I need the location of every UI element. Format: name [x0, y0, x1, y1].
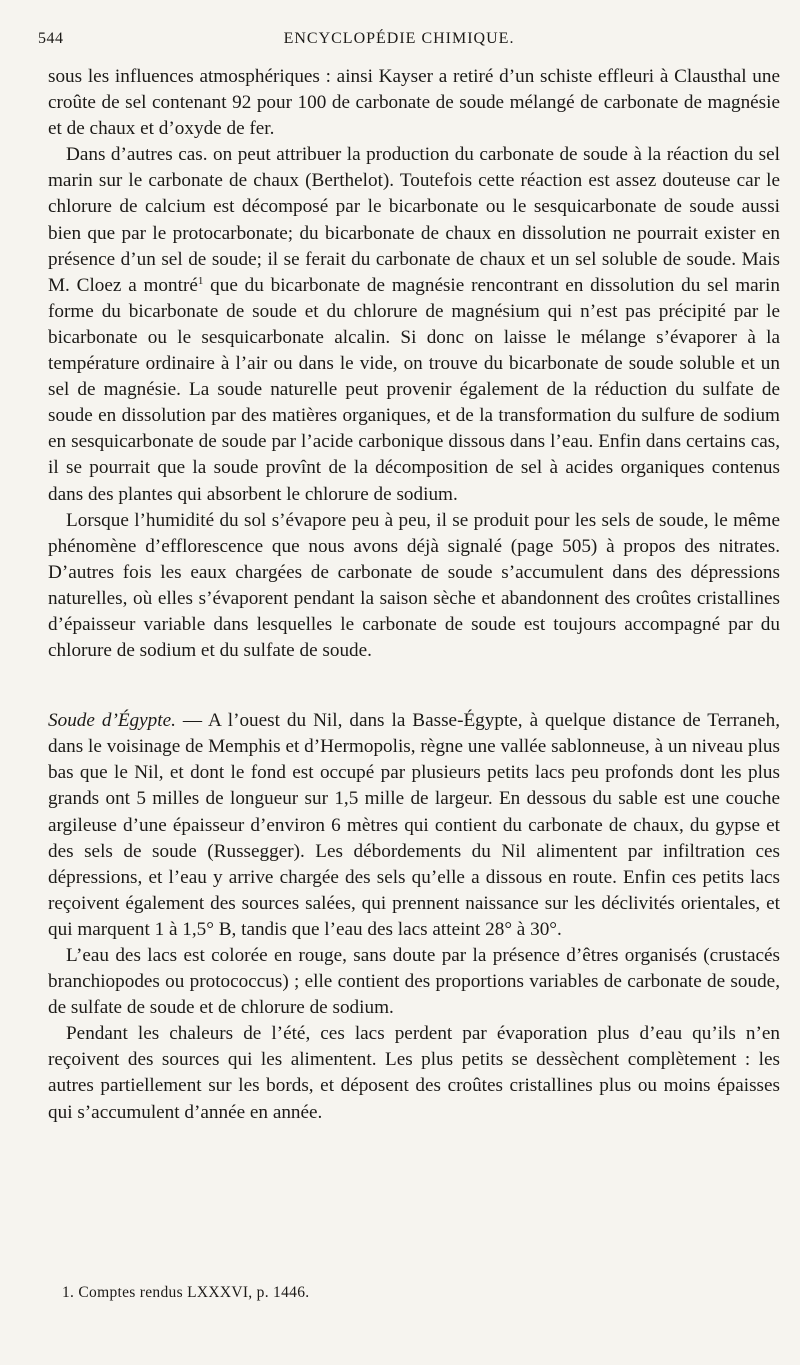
paragraph-2-part-a: Dans d’autres cas. on peut attribuer la production du carbonate de soude à la réaction du sel marin sur le carbonate de chaux (Berthelot). Toutefois cette réaction est assez douteuse car le chlorure de calcium est décomposé par le bicarbonate ou le sesquicarbonate de soude aussi bien que par le protocarbonate; du bicarbonate de chaux en dissolution ne pourrait exister en présence d’un sel de soude; il se ferait du carbonate de chaux et un sel soluble de soude. Mais M. Cloez a montré — [48, 144, 780, 296]
paragraph-3: Lorsque l’humidité du sol s’évapore peu à peu, il se produit pour les sels de soude, le même phénomène d’efflorescence que nous avons déjà signalé (page 505) à propos des nitrates. D’autres fois les eaux chargées de carbonate de soude s’accumulent dans des dépressions naturelles, où elles s’évaporent pendant la saison sèche et abandonnent des croûtes cristallines d’épaisseur variable dans lesquelles le carbonate de soude est toujours accompagné par du chlorure de sodium et du sulfate de soude. — [48, 509, 780, 662]
footnote: 1. Comptes rendus LXXXVI, p. 1446. — [62, 1284, 310, 1301]
body-text — [48, 64, 780, 1126]
page-number: 544 — [38, 30, 64, 47]
page-header — [38, 30, 760, 56]
section-title: Soude d’Égypte. — [48, 710, 176, 732]
running-head: ENCYCLOPÉDIE CHIMIQUE. — [283, 30, 515, 47]
paragraph-4 — [48, 708, 780, 943]
paragraph-2-part-b: que du bicarbonate de magnésie rencontrant en dissolution du sel marin forme du bicarbonate de soude et du chlorure de magnésium qui n’est pas précipité par le bicarbonate ou le sesquicarbonate alcalin. Si donc on laisse le mélange s’évaporer à la température ordinaire à l’air ou dans le vide, on trouve du bicarbonate de soude soluble et un sel de magnésie. La soude naturelle peut provenir également de la réduction du sulfate de soude en dissolution par des matières organiques, et de la transformation du sulfure de sodium en sesquicarbonate de soude par l’acide carbonique dissous dans l’eau. Enfin dans certains cas, il se pourrait que la soude provînt de la décomposition de sel à acides organiques contenus dans des plantes qui absorbent le chlorure de sodium. — [48, 274, 780, 505]
paragraph-6: Pendant les chaleurs de l’été, ces lacs perdent par évaporation plus d’eau qu’ils n’en reçoivent des sources qui les alimentent. Les plus petits se dessèchent complètement : les autres partiellement sur les bords, et déposent des croûtes cristallines plus ou moins épaisses qui s’accumulent d’année en année. — [48, 1023, 780, 1123]
paragraph-1: sous les influences atmosphériques : ainsi Kayser a retiré d’un schiste effleuri à Clausthal une croûte de sel contenant 92 pour 100 de carbonate de soude mélangé de carbonate de magnésie et de chaux et d’oxyde de fer. — [48, 66, 780, 140]
footnote-reference[interactable]: 1 — [197, 274, 204, 287]
paragraph-5: L’eau des lacs est colorée en rouge, sans doute par la présence d’êtres organisés (crustacés branchiopodes ou protococcus) ; elle contient des proportions variables de carbonate de soude, de sulfate de soude et de chlorure de sodium. — [48, 945, 780, 1019]
section-spacer — [48, 664, 780, 708]
paragraph-2 — [48, 142, 780, 507]
paragraph-4-text: — A l’ouest du Nil, dans la Basse-Égypte, à quelque distance de Terraneh, dans le voisinage de Memphis et d’Hermopolis, règne une vallée sablonneuse, à un niveau plus bas que le Nil, et dont le fond est occupé par plusieurs petits lacs peu profonds dont les plus grands ont 5 milles de longueur sur 1,5 mille de largeur. En dessous du sable est une couche argileuse d’une épaisseur d’environ 6 mètres qui contient du carbonate de chaux, du gypse et des sels de soude (Russegger). Les débordements du Nil alimentent par infiltration ces dépressions, et l’eau y arrive chargée des sels qu’elle a dissous en route. Enfin ces petits lacs reçoivent également des sources salées, qui prennent naissance sur les déclivités orientales, et qui marquent 1 à 1,5° B, tandis que l’eau des lacs atteint 28° à 30°. — [48, 710, 781, 940]
